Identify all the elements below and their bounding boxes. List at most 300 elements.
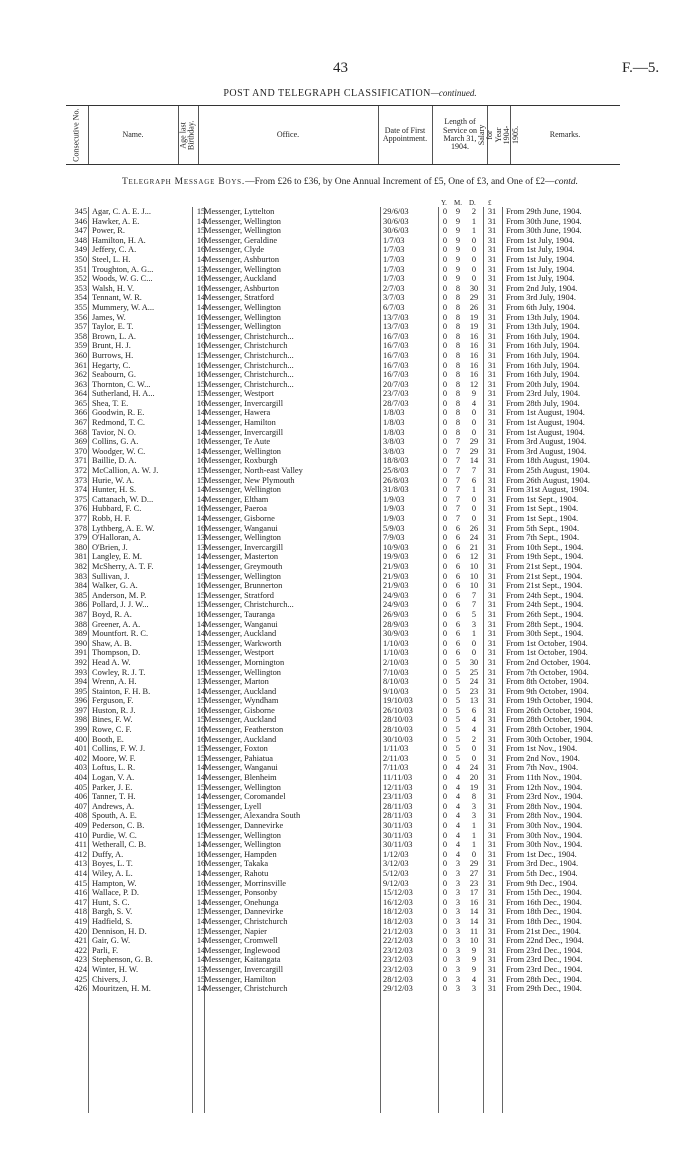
unit-months: M. (454, 199, 462, 207)
cell-consecutive-no: 417 (74, 897, 87, 907)
cell-office: Messenger, Auckland (204, 274, 277, 284)
cell-office: Messenger, Christchurch (204, 984, 288, 994)
cell-service-months: 3 (455, 897, 461, 907)
cell-remarks: From 1st August, 1904. (506, 408, 585, 418)
cell-service-years: 0 (442, 379, 448, 389)
cell-remarks: From 3rd Dec., 1904. (506, 859, 579, 869)
cell-salary: 31 (487, 485, 497, 495)
table-row (58, 418, 658, 428)
cell-service-days: 3 (471, 619, 477, 629)
cell-appointment-date: 3/8/03 (383, 446, 405, 456)
cell-service-days: 16 (469, 370, 479, 380)
cell-office: Messenger, Wellington (204, 312, 281, 322)
cell-age: 15 (196, 638, 206, 648)
cell-office: Messenger, Greymouth (204, 561, 283, 571)
cell-employee-name: Shaw, A. B. (92, 638, 132, 648)
cell-employee-name: Lythberg, A. E. W. (92, 523, 155, 533)
cell-employee-name: Pederson, C. B. (92, 821, 145, 830)
cell-salary: 31 (487, 274, 497, 284)
cell-appointment-date: 1/12/03 (383, 849, 409, 859)
cell-consecutive-no: 381 (74, 552, 87, 562)
cell-service-days: 0 (471, 849, 477, 859)
cell-service-months: 3 (455, 888, 461, 898)
cell-age: 15 (196, 974, 206, 984)
cell-employee-name: Robb, H. F. (92, 514, 131, 523)
cell-office: Messenger, Marton (204, 677, 269, 687)
cell-salary: 31 (487, 686, 497, 696)
cell-service-years: 0 (442, 609, 448, 619)
title-main: POST AND TELEGRAPH CLASSIFICATION (223, 88, 431, 99)
cell-service-years: 0 (442, 916, 448, 926)
cell-service-months: 7 (455, 514, 461, 523)
cell-office: Messenger, Ashburton (204, 254, 280, 264)
cell-service-days: 19 (469, 312, 479, 322)
cell-appointment-date: 20/7/03 (383, 379, 409, 389)
cell-employee-name: Walsh, H. V. (92, 283, 135, 293)
cell-remarks: From 1st Sept., 1904. (506, 494, 579, 504)
table-row (58, 399, 658, 409)
cell-consecutive-no: 367 (74, 418, 87, 428)
cell-service-months: 4 (455, 792, 461, 802)
cell-employee-name: Parli, F. (92, 945, 119, 955)
cell-age: 13 (196, 964, 206, 974)
cell-remarks: From 25th August, 1904. (506, 466, 590, 476)
cell-consecutive-no: 364 (74, 389, 87, 399)
cell-service-months: 4 (455, 782, 461, 792)
cell-employee-name: Pollard, J. J. W... (92, 600, 149, 610)
cell-salary: 31 (487, 830, 497, 840)
table-row (58, 389, 658, 399)
cell-employee-name: Sutherland, H. A... (92, 389, 155, 399)
cell-office: Messenger, Wellington (204, 485, 281, 495)
cell-salary: 31 (487, 744, 497, 754)
cell-consecutive-no: 357 (74, 322, 87, 332)
cell-service-months: 7 (455, 456, 461, 466)
cell-salary: 31 (487, 974, 497, 984)
cell-employee-name: Mountfort. R. C. (92, 629, 149, 639)
cell-consecutive-no: 355 (74, 302, 87, 312)
cell-service-months: 5 (455, 744, 461, 754)
cell-age: 16 (196, 657, 206, 667)
cell-service-days: 24 (469, 533, 479, 543)
cell-consecutive-no: 402 (74, 753, 87, 763)
cell-employee-name: O'Brien, J. (92, 542, 128, 552)
cell-appointment-date: 28/10/03 (383, 725, 413, 735)
cell-salary: 31 (487, 408, 497, 418)
cell-age: 14 (196, 984, 206, 994)
cell-age: 16 (196, 725, 206, 735)
cell-salary: 31 (487, 859, 497, 869)
cell-appointment-date: 22/12/03 (383, 936, 413, 946)
cell-salary: 31 (487, 984, 497, 994)
cell-remarks: From 23rd Dec., 1904. (506, 964, 583, 974)
cell-office: Messenger, Wellington (204, 216, 281, 226)
cell-service-years: 0 (442, 936, 448, 946)
cell-remarks: From 2nd July, 1904. (506, 283, 578, 293)
cell-remarks: From 7th October, 1904. (506, 667, 589, 677)
cell-consecutive-no: 395 (74, 686, 87, 696)
cell-employee-name: Logan, V. A. (92, 773, 135, 783)
cell-salary: 31 (487, 523, 497, 533)
cell-remarks: From 3rd August, 1904. (506, 437, 587, 447)
cell-remarks: From 13th July, 1904. (506, 312, 580, 322)
cell-appointment-date: 9/10/03 (383, 686, 409, 696)
table-row (58, 207, 658, 217)
header-remarks: Remarks. (549, 129, 581, 139)
table-row (58, 629, 658, 639)
cell-consecutive-no: 361 (74, 360, 87, 370)
cell-consecutive-no: 406 (74, 792, 87, 802)
table-header (66, 105, 620, 165)
cell-service-days: 24 (469, 677, 479, 687)
cell-employee-name: McSherry, A. T. F. (92, 561, 154, 571)
table-row (58, 226, 658, 236)
cell-employee-name: McCallion, A. W. J. (92, 466, 159, 476)
cell-age: 14 (196, 514, 206, 523)
cell-remarks: From 23rd Nov., 1904. (506, 792, 583, 802)
cell-remarks: From 28th Dec., 1904. (506, 974, 582, 984)
table-row (58, 351, 658, 361)
cell-salary: 31 (487, 475, 497, 485)
cell-office: Messenger, Wellington (204, 322, 281, 332)
cell-appointment-date: 3/7/03 (383, 293, 405, 303)
cell-service-months: 9 (455, 216, 461, 226)
cell-office: Messenger, Invercargill (204, 964, 284, 974)
cell-service-days: 9 (471, 389, 477, 399)
cell-consecutive-no: 370 (74, 446, 87, 456)
cell-service-years: 0 (442, 734, 448, 744)
cell-salary: 31 (487, 907, 497, 917)
cell-employee-name: Langley, E. M. (92, 552, 142, 562)
cell-office: Messenger, Warkworth (204, 638, 282, 648)
cell-age: 15 (196, 888, 206, 898)
cell-appointment-date: 7/11/03 (383, 763, 409, 773)
cell-consecutive-no: 416 (74, 888, 87, 898)
cell-office: Messenger, Lyttelton (204, 207, 275, 216)
cell-appointment-date: 1/8/03 (383, 408, 405, 418)
cell-employee-name: Tanner, T. H. (92, 792, 136, 802)
cell-service-months: 9 (455, 245, 461, 255)
cell-appointment-date: 21/9/03 (383, 561, 409, 571)
cell-employee-name: Anderson, M. P. (92, 590, 147, 600)
cell-appointment-date: 1/8/03 (383, 418, 405, 428)
cell-age: 15 (196, 715, 206, 725)
table-row (58, 485, 658, 495)
cell-appointment-date: 30/9/03 (383, 629, 409, 639)
cell-employee-name: Hubbard, F. C. (92, 504, 142, 514)
cell-appointment-date: 16/12/03 (383, 897, 413, 907)
cell-service-years: 0 (442, 207, 448, 216)
cell-service-months: 8 (455, 360, 461, 370)
cell-consecutive-no: 399 (74, 725, 87, 735)
cell-appointment-date: 23/12/03 (383, 964, 413, 974)
cell-remarks: From 16th Dec., 1904. (506, 897, 582, 907)
cell-consecutive-no: 425 (74, 974, 87, 984)
cell-service-years: 0 (442, 302, 448, 312)
cell-employee-name: Gair, G. W. (92, 936, 131, 946)
cell-remarks: From 21st Sept., 1904. (506, 561, 583, 571)
cell-employee-name: Hadfield, S. (92, 916, 133, 926)
cell-age: 16 (196, 283, 206, 293)
cell-service-months: 3 (455, 984, 461, 994)
cell-employee-name: Mouritzen, H. M. (92, 984, 151, 994)
cell-age: 16 (196, 849, 206, 859)
cell-service-years: 0 (442, 437, 448, 447)
cell-service-days: 0 (471, 427, 477, 437)
cell-service-days: 1 (471, 629, 477, 639)
cell-service-years: 0 (442, 907, 448, 917)
cell-age: 14 (196, 897, 206, 907)
cell-consecutive-no: 366 (74, 408, 87, 418)
table-row (58, 936, 658, 946)
cell-service-months: 8 (455, 302, 461, 312)
cell-service-months: 3 (455, 868, 461, 878)
cell-salary: 31 (487, 926, 497, 936)
cell-office: Messenger, Inglewood (204, 945, 280, 955)
cell-consecutive-no: 354 (74, 293, 87, 303)
cell-age: 15 (196, 207, 206, 216)
cell-office: Messenger, Wellington (204, 226, 281, 236)
cell-service-months: 8 (455, 398, 461, 408)
cell-service-days: 29 (469, 437, 479, 447)
cell-service-years: 0 (442, 657, 448, 667)
header-salary: Salary for Year 1904-1905. (488, 106, 511, 164)
cell-remarks: From 1st July, 1904. (506, 254, 575, 264)
cell-service-days: 3 (471, 984, 477, 994)
cell-salary: 31 (487, 494, 497, 504)
cell-employee-name: Agar, C. A. E. J... (92, 207, 151, 216)
cell-remarks: From 28th Nov., 1904. (506, 801, 583, 811)
cell-service-months: 9 (455, 226, 461, 236)
cell-service-days: 27 (469, 868, 479, 878)
cell-employee-name: Bines, F. W. (92, 715, 133, 725)
cell-remarks: From 22nd Dec., 1904. (506, 936, 584, 946)
cell-age: 15 (196, 907, 206, 917)
cell-remarks: From 30th June, 1904. (506, 226, 582, 236)
table-row (58, 341, 658, 351)
cell-service-years: 0 (442, 350, 448, 360)
cell-salary: 31 (487, 725, 497, 735)
cell-appointment-date: 1/9/03 (383, 514, 405, 523)
cell-appointment-date: 5/9/03 (383, 523, 405, 533)
cell-salary: 31 (487, 418, 497, 428)
cell-age: 15 (196, 696, 206, 706)
cell-consecutive-no: 359 (74, 341, 87, 351)
cell-service-days: 2 (471, 734, 477, 744)
cell-service-months: 7 (455, 475, 461, 485)
cell-remarks: From 28th Sept., 1904. (506, 619, 584, 629)
cell-remarks: From 8th October, 1904. (506, 677, 589, 687)
cell-service-years: 0 (442, 888, 448, 898)
cell-remarks: From 21st Sept., 1904. (506, 571, 583, 581)
cell-salary: 31 (487, 945, 497, 955)
cell-age: 13 (196, 264, 206, 274)
cell-employee-name: Walker, G. A. (92, 581, 138, 591)
cell-service-months: 8 (455, 331, 461, 341)
cell-consecutive-no: 385 (74, 590, 87, 600)
table-row (58, 361, 658, 371)
cell-employee-name: Collins, G. A. (92, 437, 139, 447)
classification-table (58, 207, 658, 994)
cell-age: 16 (196, 523, 206, 533)
cell-office: Messenger, Paeroa (204, 504, 267, 514)
cell-appointment-date: 2/7/03 (383, 283, 405, 293)
cell-employee-name: Collins, F. W. J. (92, 744, 146, 754)
cell-age: 14 (196, 446, 206, 456)
cell-service-years: 0 (442, 677, 448, 687)
cell-age: 14 (196, 629, 206, 639)
cell-office: Messenger, Roxburgh (204, 456, 278, 466)
cell-age: 13 (196, 533, 206, 543)
cell-office: Messenger, Ashburton (204, 283, 280, 293)
cell-appointment-date: 19/10/03 (383, 696, 413, 706)
cell-employee-name: Duffy, A. (92, 849, 124, 859)
cell-service-days: 5 (471, 609, 477, 619)
cell-service-years: 0 (442, 801, 448, 811)
cell-employee-name: Head A. W. (92, 657, 131, 667)
cell-age: 14 (196, 552, 206, 562)
cell-office: Messenger, Christchurch... (204, 331, 294, 341)
cell-service-months: 6 (455, 590, 461, 600)
cell-office: Messenger, Gisborne (204, 705, 275, 715)
cell-service-days: 4 (471, 398, 477, 408)
cell-service-months: 8 (455, 427, 461, 437)
cell-service-days: 0 (471, 504, 477, 514)
cell-appointment-date: 1/9/03 (383, 494, 405, 504)
table-row (58, 447, 658, 457)
cell-service-days: 11 (469, 926, 479, 936)
cell-service-days: 14 (469, 907, 479, 917)
cell-service-months: 3 (455, 926, 461, 936)
table-row (58, 773, 658, 783)
cell-office: Messenger, Blenheim (204, 773, 277, 783)
cell-consecutive-no: 382 (74, 561, 87, 571)
table-row (58, 428, 658, 438)
cell-service-months: 8 (455, 293, 461, 303)
cell-service-years: 0 (442, 763, 448, 773)
cell-office: Messenger, Christchurch... (204, 350, 294, 360)
cell-service-years: 0 (442, 274, 448, 284)
cell-employee-name: Wiley, A. L. (92, 868, 133, 878)
cell-service-months: 6 (455, 571, 461, 581)
cell-salary: 31 (487, 341, 497, 351)
cell-service-years: 0 (442, 408, 448, 418)
cell-salary: 31 (487, 389, 497, 399)
cell-remarks: From 1st July, 1904. (506, 274, 575, 284)
table-row (58, 495, 658, 505)
cell-office: Messenger, Wyndham (204, 696, 279, 706)
cell-appointment-date: 1/10/03 (383, 638, 409, 648)
cell-service-years: 0 (442, 686, 448, 696)
cell-appointment-date: 6/7/03 (383, 302, 405, 312)
cell-consecutive-no: 420 (74, 926, 87, 936)
cell-age: 15 (196, 322, 206, 332)
cell-salary: 31 (487, 638, 497, 648)
cell-service-years: 0 (442, 571, 448, 581)
cell-employee-name: Spouth, A. E. (92, 811, 137, 821)
cell-office: Messenger, Dannevirke (204, 821, 284, 830)
cell-salary: 31 (487, 226, 497, 236)
cell-remarks: From 24th Sept., 1904. (506, 590, 584, 600)
cell-office: Messenger, Geraldine (204, 235, 278, 245)
cell-employee-name: Hurie, W. A. (92, 475, 135, 485)
cell-service-months: 4 (455, 773, 461, 783)
cell-salary: 31 (487, 561, 497, 571)
cell-appointment-date: 7/10/03 (383, 667, 409, 677)
cell-remarks: From 30th June, 1904. (506, 216, 582, 226)
cell-employee-name: Huston, R. J. (92, 705, 136, 715)
cell-service-years: 0 (442, 648, 448, 658)
cell-salary: 31 (487, 811, 497, 821)
cell-service-years: 0 (442, 878, 448, 888)
cell-service-years: 0 (442, 744, 448, 754)
cell-consecutive-no: 421 (74, 936, 87, 946)
cell-service-months: 9 (455, 264, 461, 274)
page-number: 43 (333, 60, 348, 76)
cell-service-months: 5 (455, 715, 461, 725)
cell-consecutive-no: 348 (74, 235, 87, 245)
cell-service-months: 3 (455, 945, 461, 955)
table-row (58, 380, 658, 390)
cell-service-days: 7 (471, 590, 477, 600)
cell-appointment-date: 1/7/03 (383, 264, 405, 274)
cell-consecutive-no: 408 (74, 811, 87, 821)
table-row (58, 831, 658, 841)
cell-service-years: 0 (442, 792, 448, 802)
table-row (58, 917, 658, 927)
section-heading-title: Telegraph Message Boys. (121, 177, 246, 187)
cell-service-months: 8 (455, 379, 461, 389)
table-row (58, 706, 658, 716)
cell-age: 14 (196, 619, 206, 629)
cell-service-days: 3 (471, 811, 477, 821)
cell-service-years: 0 (442, 849, 448, 859)
cell-remarks: From 11th Nov., 1904. (506, 773, 582, 783)
cell-service-months: 6 (455, 619, 461, 629)
cell-age: 16 (196, 821, 206, 830)
cell-office: Messenger, Alexandra South (204, 811, 301, 821)
cell-remarks: From 16th July, 1904. (506, 360, 580, 370)
table-row (58, 476, 658, 486)
cell-appointment-date: 28/12/03 (383, 974, 413, 984)
cell-consecutive-no: 362 (74, 370, 87, 380)
cell-consecutive-no: 371 (74, 456, 87, 466)
cell-age: 14 (196, 792, 206, 802)
document-title (0, 88, 700, 99)
cell-employee-name: Hunter, H. S. (92, 485, 137, 495)
cell-salary: 31 (487, 955, 497, 965)
cell-service-years: 0 (442, 868, 448, 878)
cell-office: Messenger, Te Aute (204, 437, 271, 447)
table-row (58, 927, 658, 937)
cell-salary: 31 (487, 590, 497, 600)
cell-office: Messenger, Auckland (204, 715, 277, 725)
cell-remarks: From 1st Nov., 1904. (506, 744, 578, 754)
cell-age: 15 (196, 389, 206, 399)
cell-service-years: 0 (442, 753, 448, 763)
cell-remarks: From 28th October, 1904. (506, 725, 593, 735)
cell-employee-name: Chivers, J. (92, 974, 128, 984)
cell-salary: 31 (487, 609, 497, 619)
cell-appointment-date: 8/10/03 (383, 677, 409, 687)
cell-consecutive-no: 404 (74, 773, 87, 783)
cell-service-days: 0 (471, 408, 477, 418)
cell-age: 15 (196, 801, 206, 811)
cell-appointment-date: 1/9/03 (383, 504, 405, 514)
table-row (58, 255, 658, 265)
cell-salary: 31 (487, 504, 497, 514)
cell-appointment-date: 16/7/03 (383, 360, 409, 370)
